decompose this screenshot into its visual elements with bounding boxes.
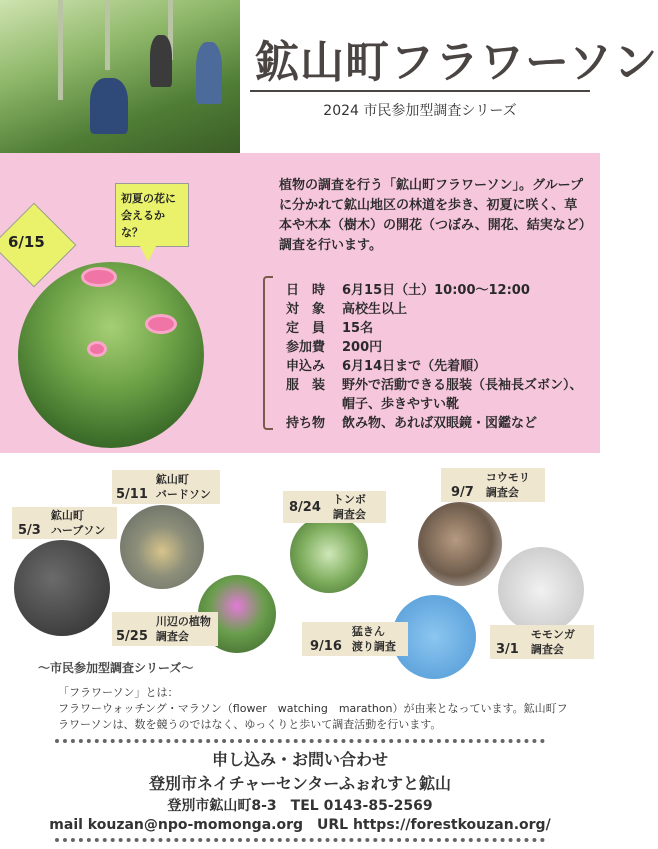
detail-key: 服 装 (286, 378, 326, 393)
tree-trunk (58, 0, 63, 100)
survey-name: 鉱山町 バードソン (155, 473, 211, 501)
detail-row-datetime (286, 281, 583, 300)
tree-trunk (105, 0, 110, 70)
detail-row-clothing (286, 376, 583, 395)
detail-key: 対 象 (286, 302, 326, 317)
page-title: 鉱山町フラワーソン (255, 37, 658, 88)
survey-date: 5/11 (116, 486, 148, 502)
contact-address: 登別市鉱山町8-3 TEL 0143-85-2569 (167, 798, 433, 814)
page-subtitle: 2024 市民参加型調査シリーズ (323, 103, 517, 119)
survey-name: 鉱山町 ハーブソン (50, 509, 106, 537)
survey-name: 川辺の植物 調査会 (155, 615, 211, 643)
survey-date: 9/16 (310, 638, 342, 654)
survey-card (112, 470, 220, 504)
pink-blossom (84, 270, 114, 284)
survey-card (441, 468, 545, 502)
detail-row-fee (286, 338, 583, 357)
detail-value: 野外で活動できる服装（長袖長ズボン）、 (342, 378, 583, 393)
person-figure (196, 42, 222, 104)
survey-name: コウモリ 調査会 (485, 471, 530, 499)
detail-row-clothing-cont (286, 395, 583, 414)
title-divider (250, 90, 590, 92)
event-details (286, 281, 583, 433)
photo-flying-squirrel-sign (498, 547, 584, 633)
survey-date: 5/25 (116, 628, 148, 644)
detail-key: 参加費 (286, 340, 326, 355)
person-figure (90, 78, 128, 134)
flower-photo (18, 262, 204, 448)
series-note-line: フラワーウォッチング・マラソン（flower watching marathon）が由来となっています。鉱山町フラワーソンは、数を競うのではなく、ゆっくりと歩いて調査活動を行います。 (58, 702, 568, 731)
series-heading: 〜市民参加型調査シリーズ〜 (38, 661, 194, 675)
series-note (58, 685, 578, 733)
survey-date: 3/1 (496, 641, 519, 657)
survey-card (490, 625, 594, 659)
contact-org: 登別市ネイチャーセンターふぉれすと鉱山 (149, 774, 451, 793)
survey-card (302, 622, 408, 656)
survey-card (283, 491, 386, 523)
hero-photo-survey-walk (0, 0, 240, 153)
series-note-line: 「フラワーソン」とは： (58, 686, 179, 699)
contact-web: mail kouzan@npo-momonga.org URL https://forestkouzan.org/ (49, 817, 551, 833)
detail-row-application (286, 357, 583, 376)
survey-name: トンボ 調査会 (332, 493, 366, 521)
detail-key: 日 時 (286, 283, 326, 298)
detail-key: 申込み (286, 359, 326, 374)
detail-value: 帽子、歩きやすい靴 (342, 397, 460, 412)
detail-value: 飲み物、あれば双眼鏡・図鑑など (342, 416, 538, 431)
dotted-divider (55, 739, 545, 743)
dotted-divider (55, 838, 545, 842)
details-bracket (263, 276, 273, 430)
survey-name: 猛きん 渡り調査 (351, 625, 396, 653)
survey-date: 5/3 (18, 522, 41, 538)
intro-text: 植物の調査を行う「鉱山町フラワーソン」。グループに分かれて鉱山地区の林道を歩き、初夏に咲く、草本や木本（樹木）の開花（つぼみ、開花、結実など）調査を行います。 (279, 178, 586, 253)
detail-value: 15名 (342, 321, 374, 336)
detail-value: 高校生以上 (342, 302, 408, 317)
photo-dragonfly (290, 515, 368, 593)
pink-blossom (148, 317, 174, 331)
survey-date: 8/24 (289, 499, 321, 515)
photo-bat (418, 502, 502, 586)
detail-value: 6月14日まで（先着順） (342, 359, 487, 374)
speech-bubble: 初夏の花に会えるかな？ (115, 183, 189, 247)
photo-lizard (14, 540, 110, 636)
person-figure (150, 35, 172, 87)
photo-bird (120, 505, 204, 589)
detail-value: 6月15日（土）10:00〜12:00 (342, 283, 530, 298)
detail-row-belongings (286, 414, 583, 433)
detail-key: 定 員 (286, 321, 326, 336)
survey-card (12, 507, 117, 539)
detail-key (286, 395, 342, 414)
detail-row-target (286, 300, 583, 319)
speech-bubble-tail (140, 246, 156, 262)
pink-blossom (90, 344, 104, 354)
detail-value: 200円 (342, 340, 383, 355)
survey-date: 9/7 (451, 484, 474, 500)
survey-card (112, 612, 218, 646)
date-badge-label: 6/15 (8, 233, 45, 251)
survey-name: モモンガ 調査会 (530, 628, 575, 656)
detail-row-capacity (286, 319, 583, 338)
contact-heading: 申し込み・お問い合わせ (211, 750, 388, 769)
detail-key: 持ち物 (286, 416, 326, 431)
